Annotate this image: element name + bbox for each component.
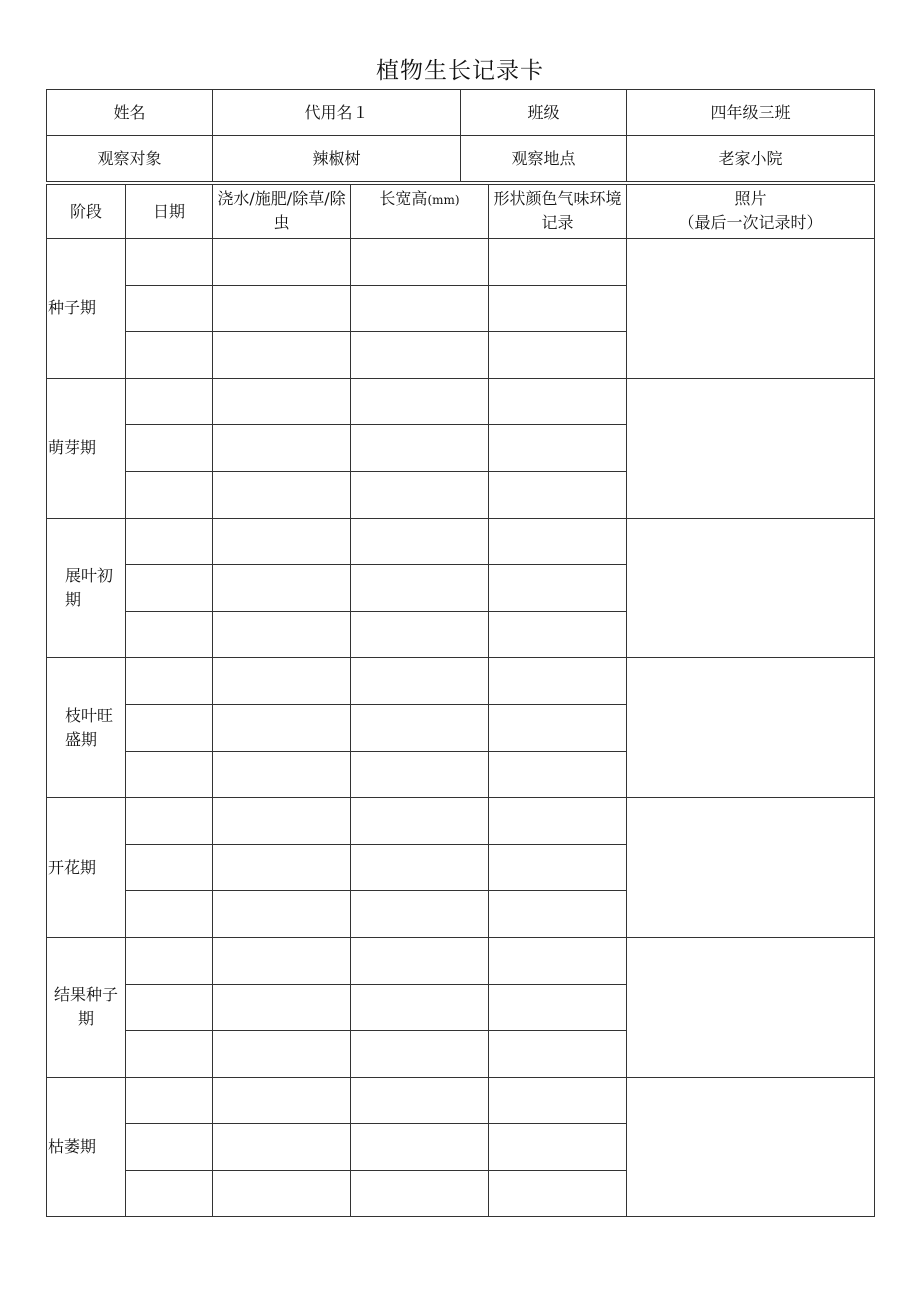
- shape-cell[interactable]: [489, 1077, 627, 1124]
- size-cell[interactable]: [351, 611, 489, 658]
- care-cell[interactable]: [213, 332, 351, 379]
- size-cell[interactable]: [351, 1170, 489, 1217]
- care-cell[interactable]: [213, 891, 351, 938]
- date-cell[interactable]: [126, 1031, 213, 1078]
- shape-cell[interactable]: [489, 1124, 627, 1171]
- shape-cell[interactable]: [489, 518, 627, 565]
- table-row: [47, 378, 875, 425]
- class-label: 班级: [461, 90, 627, 136]
- shape-cell[interactable]: [489, 704, 627, 751]
- care-cell[interactable]: [213, 518, 351, 565]
- size-cell[interactable]: [351, 937, 489, 984]
- shape-cell[interactable]: [489, 425, 627, 472]
- growth-log-table: [46, 184, 875, 1217]
- info-table: [46, 89, 875, 182]
- care-cell[interactable]: [213, 239, 351, 286]
- size-cell[interactable]: [351, 425, 489, 472]
- date-cell[interactable]: [126, 611, 213, 658]
- care-cell[interactable]: [213, 1031, 351, 1078]
- info-row: [47, 90, 875, 136]
- shape-cell[interactable]: [489, 1170, 627, 1217]
- care-cell[interactable]: [213, 658, 351, 705]
- stage-seed: 种子期: [47, 239, 126, 379]
- shape-cell[interactable]: [489, 937, 627, 984]
- care-cell[interactable]: [213, 798, 351, 845]
- date-cell[interactable]: [126, 565, 213, 612]
- shape-cell[interactable]: [489, 471, 627, 518]
- size-cell[interactable]: [351, 798, 489, 845]
- photo-header-line2: （最后一次记录时）: [678, 213, 823, 232]
- care-cell[interactable]: [213, 285, 351, 332]
- stage-early-leaf: 展叶初期: [47, 518, 126, 658]
- stage-lush-leaf: 枝叶旺盛期: [47, 658, 126, 798]
- care-cell[interactable]: [213, 1170, 351, 1217]
- size-cell[interactable]: [351, 332, 489, 379]
- size-cell[interactable]: [351, 984, 489, 1031]
- size-cell[interactable]: [351, 1077, 489, 1124]
- size-cell[interactable]: [351, 1031, 489, 1078]
- object-label: 观察对象: [47, 136, 213, 182]
- place-label: 观察地点: [461, 136, 627, 182]
- shape-cell[interactable]: [489, 798, 627, 845]
- name-label: 姓名: [47, 90, 213, 136]
- shape-cell[interactable]: [489, 378, 627, 425]
- care-cell[interactable]: [213, 704, 351, 751]
- date-cell[interactable]: [126, 332, 213, 379]
- date-cell[interactable]: [126, 704, 213, 751]
- page-title: 植物生长记录卡: [376, 58, 544, 84]
- photo-cell[interactable]: [627, 518, 875, 658]
- care-cell[interactable]: [213, 937, 351, 984]
- size-cell[interactable]: [351, 518, 489, 565]
- size-header-label: 长宽高: [379, 189, 428, 208]
- shape-cell[interactable]: [489, 658, 627, 705]
- care-cell[interactable]: [213, 984, 351, 1031]
- name-value[interactable]: 代用名１: [213, 90, 461, 136]
- object-value[interactable]: 辣椒树: [213, 136, 461, 182]
- care-cell[interactable]: [213, 1124, 351, 1171]
- size-cell[interactable]: [351, 1124, 489, 1171]
- photo-header: [627, 185, 875, 239]
- photo-cell[interactable]: [627, 798, 875, 938]
- stage-flowering: 开花期: [47, 798, 126, 938]
- size-cell[interactable]: [351, 704, 489, 751]
- date-cell[interactable]: [126, 798, 213, 845]
- stage-withering: 枯萎期: [47, 1077, 126, 1217]
- shape-cell[interactable]: [489, 844, 627, 891]
- care-cell[interactable]: [213, 611, 351, 658]
- date-cell[interactable]: [126, 891, 213, 938]
- size-header-unit: (mm): [427, 193, 460, 207]
- shape-cell[interactable]: [489, 565, 627, 612]
- date-cell[interactable]: [126, 285, 213, 332]
- shape-cell[interactable]: [489, 332, 627, 379]
- place-value[interactable]: 老家小院: [627, 136, 875, 182]
- date-cell[interactable]: [126, 1124, 213, 1171]
- shape-cell[interactable]: [489, 751, 627, 798]
- photo-cell[interactable]: [627, 937, 875, 1077]
- date-cell[interactable]: [126, 937, 213, 984]
- table-row: [47, 518, 875, 565]
- date-header: 日期: [126, 185, 213, 239]
- shape-cell[interactable]: [489, 611, 627, 658]
- table-row: [47, 937, 875, 984]
- shape-cell[interactable]: [489, 891, 627, 938]
- date-cell[interactable]: [126, 425, 213, 472]
- care-cell[interactable]: [213, 471, 351, 518]
- shape-cell[interactable]: [489, 984, 627, 1031]
- class-value[interactable]: 四年级三班: [627, 90, 875, 136]
- shape-cell[interactable]: [489, 285, 627, 332]
- size-header: [351, 185, 489, 239]
- care-cell[interactable]: [213, 751, 351, 798]
- stage-sprout: 萌芽期: [47, 378, 126, 518]
- photo-cell[interactable]: [627, 378, 875, 518]
- size-cell[interactable]: [351, 378, 489, 425]
- size-cell[interactable]: [351, 844, 489, 891]
- info-row: [47, 136, 875, 182]
- size-cell[interactable]: [351, 285, 489, 332]
- care-cell[interactable]: [213, 425, 351, 472]
- header-row: [47, 185, 875, 239]
- size-cell[interactable]: [351, 751, 489, 798]
- date-cell[interactable]: [126, 518, 213, 565]
- date-cell[interactable]: [126, 378, 213, 425]
- size-cell[interactable]: [351, 471, 489, 518]
- stage-fruiting: 结果种子期: [47, 937, 126, 1077]
- date-cell[interactable]: [126, 658, 213, 705]
- photo-cell[interactable]: [627, 658, 875, 798]
- care-cell[interactable]: [213, 565, 351, 612]
- size-cell[interactable]: [351, 565, 489, 612]
- table-row: [47, 658, 875, 705]
- care-cell[interactable]: [213, 844, 351, 891]
- stage-header: 阶段: [47, 185, 126, 239]
- date-cell[interactable]: [126, 984, 213, 1031]
- photo-header-line1: 照片: [734, 189, 767, 208]
- date-cell[interactable]: [126, 471, 213, 518]
- care-cell[interactable]: [213, 378, 351, 425]
- date-cell[interactable]: [126, 239, 213, 286]
- date-cell[interactable]: [126, 1170, 213, 1217]
- date-cell[interactable]: [126, 1077, 213, 1124]
- size-cell[interactable]: [351, 658, 489, 705]
- table-row: [47, 798, 875, 845]
- photo-cell[interactable]: [627, 1077, 875, 1217]
- shape-header: 形状颜色气味环境记录: [489, 185, 627, 239]
- size-cell[interactable]: [351, 891, 489, 938]
- care-cell[interactable]: [213, 1077, 351, 1124]
- care-header: 浇水/施肥/除草/除虫: [213, 185, 351, 239]
- shape-cell[interactable]: [489, 239, 627, 286]
- photo-cell[interactable]: [627, 239, 875, 379]
- table-row: [47, 1077, 875, 1124]
- date-cell[interactable]: [126, 844, 213, 891]
- size-cell[interactable]: [351, 239, 489, 286]
- shape-cell[interactable]: [489, 1031, 627, 1078]
- table-row: [47, 239, 875, 286]
- date-cell[interactable]: [126, 751, 213, 798]
